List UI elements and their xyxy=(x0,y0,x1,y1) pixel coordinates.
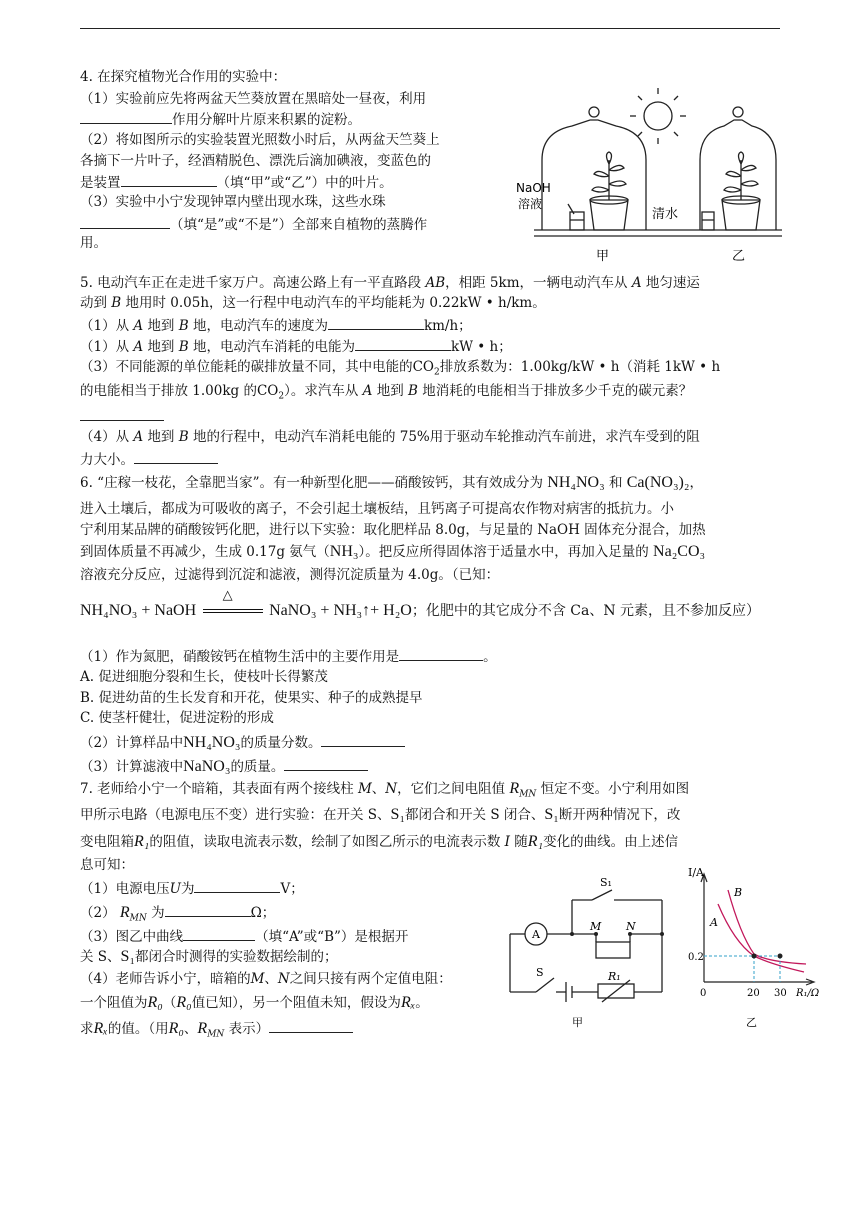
sun-icon xyxy=(644,102,672,130)
q7-stem-cont: 甲所示电路（电源电压不变）进行实验：在开关 S、S₁都闭合和开关 S 闭合、S₁断开两种情况下，改 xyxy=(80,806,681,823)
q5-stem: 5. 电动汽车正在走进千家万户。高速公路上有一平直路段 AB，相距 5km，一辆电动汽车从 A 地匀速运 xyxy=(80,275,700,291)
curve-b-label: B xyxy=(734,886,743,899)
y-tick-0-2: 0.2 xyxy=(688,952,704,963)
answer-blank[interactable] xyxy=(194,878,280,893)
q7-part4-cont2: 求Rₓ的值。（用R₀、$R_{MN}$ 表示） xyxy=(80,1018,353,1044)
bell-jar-jia xyxy=(542,120,646,230)
q5-part4: （4）从 A 地到 B 地的行程中，电动汽车消耗电能的 75%用于驱动车轮推动汽车前进，求汽车受到的阻 xyxy=(80,429,700,445)
x-tick-20: 20 xyxy=(747,988,760,999)
q5-part3-cont: 的电能相当于排放 1.00kg 的$CO_2$）。求汽车从 A 地到 B 地消耗的电能相当于排放多少千克的碳元素？ xyxy=(80,383,693,402)
answer-blank[interactable] xyxy=(134,449,218,464)
ammeter-label: A xyxy=(532,928,540,941)
answer-blank[interactable] xyxy=(328,315,424,330)
q6-part1: （1）作为氮肥，硝酸铵钙在植物生活中的主要作用是 。 xyxy=(80,646,497,666)
x-tick-0: 0 xyxy=(700,988,707,999)
q4-bell-jar-figure xyxy=(512,80,782,270)
q5-part2: （1）从 A 地到 B 地，电动汽车消耗的电能为 kW • h； xyxy=(80,336,512,356)
q7-part4: （4）老师告诉小宁，暗箱的M、N之间只接有两个定值电阻： xyxy=(80,971,452,987)
q4-title: 4. 在探究植物光合作用的实验中： xyxy=(80,69,287,85)
q7-stem-cont3: 息可知： xyxy=(80,857,134,873)
q6-option-b[interactable]: B. 促进幼苗的生长发育和开花，使果实、种子的成熟提早 xyxy=(80,690,423,706)
curve-b xyxy=(728,890,806,964)
figure-yi-label: 乙 xyxy=(746,1016,757,1029)
label-naoh: NaOH xyxy=(516,181,551,195)
black-box xyxy=(596,942,630,958)
answer-blank[interactable] xyxy=(355,336,451,351)
answer-blank[interactable] xyxy=(399,646,483,661)
q6-option-a[interactable]: A. 促进细胞分裂和生长，使枝叶长得繁茂 xyxy=(80,669,328,685)
beaker-naoh xyxy=(570,212,584,230)
q5-stem-cont: 动到 B 地用时 0.05h，这一行程中电动汽车的平均能耗为 0.22kW • h/km。 xyxy=(80,295,546,311)
switch-s-label: S xyxy=(536,966,544,979)
y-axis-label: I/A xyxy=(688,866,704,879)
q6-stem-cont2: 宁利用某品牌的硝酸铵钙化肥，进行以下实验：取化肥样品 8.0g，与足量的 NaOH 固体充分混合，加热 xyxy=(80,522,706,538)
q7-part4-cont: 一个阻值为R₀（R₀值已知），另一个阻值未知，假设为Rₓ。 xyxy=(80,994,429,1011)
label-jia: 甲 xyxy=(596,249,610,264)
bell-jar-yi xyxy=(700,120,776,230)
curve-a xyxy=(718,904,804,972)
q5-part4-cont: 力大小。 xyxy=(80,449,218,469)
q6-part3: （3）计算滤液中NaNO₃的质量。 xyxy=(80,756,368,776)
switch-s xyxy=(536,978,554,992)
r1-label: R₁ xyxy=(608,970,621,983)
answer-blank[interactable] xyxy=(165,902,251,917)
q7-graph-figure xyxy=(688,864,826,1036)
curve-a-label: A xyxy=(710,916,718,929)
answer-blank[interactable] xyxy=(183,926,255,941)
q6-stem-cont: 进入土壤后，都成为可吸收的离子，不会引起土壤板结，且钙离子可提高农作物对病害的抵抗力。小 xyxy=(80,501,674,517)
reaction-arrow: △ xyxy=(201,602,265,620)
q7-part2: （2） $R_{MN}$ 为 Ω； xyxy=(80,904,276,924)
x-tick-30: 30 xyxy=(774,988,787,999)
q5-part3: （3）不同能源的单位能耗的碳排放量不同，其中电能的$CO_2$排放系数为：1.00kg/kW • h（消耗 1kW • h xyxy=(80,359,721,378)
q6-equation: NH₄NO₃ + NaOH △ NaNO₃ + NH₃↑+ H₂O；化肥中的其它成分不含 Ca、N 元素，且不参加反应） xyxy=(80,588,761,619)
q6-stem: 6. “庄稼一枝花，全靠肥当家”。有一种新型化肥——硝酸铵钙，其有效成分为 NH₄NO₃ 和 Ca(NO₃)₂， xyxy=(80,474,703,491)
label-solution: 溶液 xyxy=(518,197,543,211)
q7-stem-cont2: 变电阻箱R₁的阻值，读取电流表示数，绘制了如图乙所示的电流表示数 I 随R₁变化的曲线。由上述信 xyxy=(80,833,679,850)
q7-part3-cont: 关 S、S₁都闭合时测得的实验数据绘制的； xyxy=(80,948,338,965)
q4-part3-cont: （填“是”或“不是”）全部来自植物的蒸腾作 xyxy=(80,214,427,234)
q7-stem: 7. 老师给小宁一个暗箱，其表面有两个接线柱 M、N，它们之间电阻值 $R_{MN}$ 恒定不变。小宁利用如图 xyxy=(80,780,690,800)
q7-part1: （1）电源电压U为 V； xyxy=(80,878,304,898)
q4-part2: （2）将如图所示的实验装置光照数小时后，从两盆天竺葵上 xyxy=(80,132,440,148)
header-rule xyxy=(80,28,780,29)
q7-part3: （3）图乙中曲线 （填“A”或“B”）是根据开 xyxy=(80,926,408,946)
q6-part2: （2）计算样品中NH₄NO₃的质量分数。 xyxy=(80,732,405,752)
label-water: 清水 xyxy=(652,207,679,222)
x-axis-label: R₁/Ω xyxy=(796,988,820,999)
q6-stem-cont4: 溶液充分反应，过滤得到沉淀和滤液，测得沉淀质量为 4.0g。（已知： xyxy=(80,567,500,583)
q5-part1: （1）从 A 地到 B 地，电动汽车的速度为 km/h； xyxy=(80,315,472,335)
q4-part3: （3）实验中小宁发现钟罩内壁出现水珠，这些水珠 xyxy=(80,194,386,210)
answer-blank[interactable] xyxy=(269,1018,353,1033)
q4-part2-cont2: 是装置 （填“甲”或“乙”）中的叶片。 xyxy=(80,172,393,192)
answer-blank[interactable] xyxy=(80,109,172,124)
answer-blank[interactable] xyxy=(80,406,164,421)
figure-jia-label: 甲 xyxy=(572,1016,583,1029)
answer-blank[interactable] xyxy=(321,732,405,747)
q4-part1-cont: 作用分解叶片原来积累的淀粉。 xyxy=(80,109,361,129)
answer-blank[interactable] xyxy=(80,214,170,229)
q4-part1: （1）实验前应先将两盆天竺葵放置在黑暗处一昼夜，利用 xyxy=(80,91,427,107)
switch-s1 xyxy=(592,890,612,900)
q4-part2-cont: 各摘下一片叶子，经酒精脱色、漂洗后滴加碘液，变蓝色的 xyxy=(80,153,431,169)
q5-part3-answer xyxy=(80,406,164,426)
terminal-m-label: M xyxy=(590,920,602,933)
answer-blank[interactable] xyxy=(284,756,368,771)
q6-option-c[interactable]: C. 使茎杆健壮，促进淀粉的形成 xyxy=(80,710,274,726)
q7-circuit-figure xyxy=(502,874,692,1034)
answer-blank[interactable] xyxy=(121,172,217,187)
beaker-water xyxy=(702,212,714,230)
label-yi: 乙 xyxy=(732,249,746,264)
switch-s1-label: S₁ xyxy=(600,876,612,889)
terminal-n-label: N xyxy=(626,920,636,933)
q6-stem-cont3: 到固体质量不再减少，生成 0.17g 氨气（NH₃）。把反应所得固体溶于适量水中，再加入足量的 Na₂CO₃ xyxy=(80,543,706,560)
q4-part3-cont2: 用。 xyxy=(80,235,107,251)
